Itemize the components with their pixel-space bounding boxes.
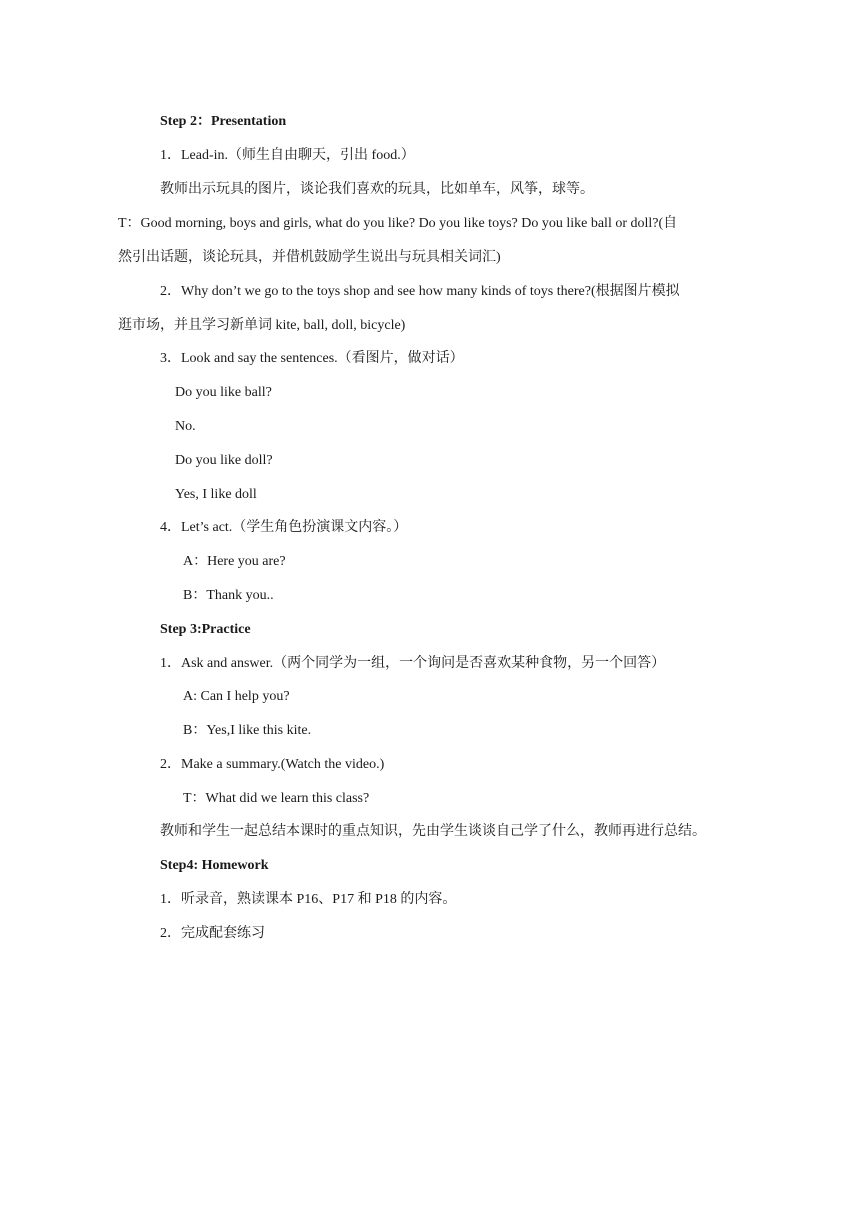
step2-item3: 3．Look and say the sentences.（看图片，做对话） xyxy=(160,351,464,366)
summary-question: T：What did we learn this class? xyxy=(183,791,370,806)
step2-item2-line2: 逛市场，并且学习新单词 kite, ball, doll, bicycle) xyxy=(118,318,406,333)
homework-item: 2．完成配套练习 xyxy=(160,926,265,941)
act-line: A：Here you are? xyxy=(183,554,286,569)
act-line: B：Thank you.. xyxy=(183,588,274,603)
step3-item1: 1．Ask and answer.（两个同学为一组，一个询问是否喜欢某种食物，另一个回答） xyxy=(160,656,666,671)
step2-item1: 1．Lead-in.（师生自由聊天，引出 food.） xyxy=(160,148,415,163)
step2-item2-line1: 2．Why don’t we go to the toys shop and see how many kinds of toys there?(根据图片模拟 xyxy=(160,284,680,299)
step2-item1-desc: 教师出示玩具的图片，谈论我们喜欢的玩具，比如单车，风筝，球等。 xyxy=(160,182,594,197)
dialog-line: Do you like ball? xyxy=(175,385,272,400)
step2-item4: 4．Let’s act.（学生角色扮演课文内容。） xyxy=(160,520,408,535)
summary-desc: 教师和学生一起总结本课时的重点知识，先由学生谈谈自己学了什么，教师再进行总结。 xyxy=(160,824,706,839)
qa-line: B：Yes,I like this kite. xyxy=(183,723,312,738)
step3-heading: Step 3:Practice xyxy=(160,622,251,637)
teacher-line-1: T：Good morning, boys and girls, what do you like? Do you like toys? Do you like ball or doll?(自 xyxy=(118,216,678,231)
dialog-line: Yes, I like doll xyxy=(175,487,257,502)
dialog-line: No. xyxy=(175,419,196,434)
dialog-line: Do you like doll? xyxy=(175,453,273,468)
homework-item: 1．听录音，熟读课本 P16、P17 和 P18 的内容。 xyxy=(160,892,457,907)
step4-heading: Step4: Homework xyxy=(160,858,269,873)
qa-line: A: Can I help you? xyxy=(183,689,290,704)
step2-heading: Step 2：Presentation xyxy=(160,114,287,129)
step3-item2: 2．Make a summary.(Watch the video.) xyxy=(160,757,385,772)
teacher-line-2: 然引出话题，谈论玩具，并借机鼓励学生说出与玩具相关词汇) xyxy=(118,250,501,265)
